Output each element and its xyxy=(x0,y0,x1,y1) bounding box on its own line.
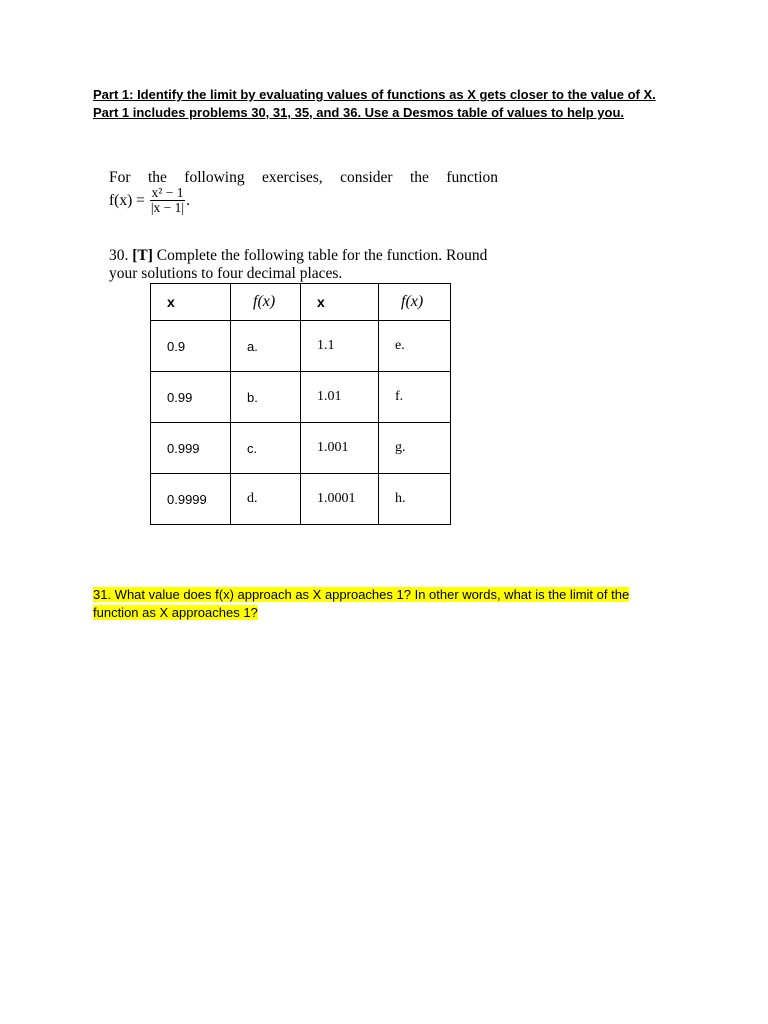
fx-blank: g. xyxy=(379,423,451,474)
fx-blank: b. xyxy=(231,372,301,423)
x-value: 0.999 xyxy=(151,423,231,474)
formula-denominator: |x − 1| xyxy=(150,200,185,215)
intro-word: function xyxy=(446,169,498,186)
header-fx: f(x) xyxy=(231,284,301,321)
x-value: 1.0001 xyxy=(301,474,379,525)
formula-numerator: x² − 1 xyxy=(151,185,184,200)
x-value: 1.001 xyxy=(301,423,379,474)
fx-blank: e. xyxy=(379,321,451,372)
problem-number: 30. xyxy=(109,247,129,264)
table-row xyxy=(151,423,451,474)
formula-lhs: f(x) = xyxy=(109,191,145,209)
part-heading: Part 1: Identify the limit by evaluating values of functions as X gets closer to the value of X. Part 1 includes problems 30, 31, 35, and 36. Use a Desmos table of values to help you. xyxy=(93,87,656,120)
table-header-row xyxy=(151,284,451,321)
x-value: 1.1 xyxy=(301,321,379,372)
header-x: x xyxy=(151,284,231,321)
fx-blank: f. xyxy=(379,372,451,423)
problem-tag: [T] xyxy=(132,247,153,264)
x-value: 0.9 xyxy=(151,321,231,372)
header-fx: f(x) xyxy=(379,284,451,321)
table-row xyxy=(151,372,451,423)
intro-word: For xyxy=(109,169,131,186)
fx-blank: d. xyxy=(231,474,301,525)
intro-word: the xyxy=(410,169,429,186)
x-value: 0.9999 xyxy=(151,474,231,525)
table-row xyxy=(151,474,451,525)
function-formula xyxy=(109,186,190,215)
intro-word: consider xyxy=(340,169,393,186)
intro-word: exercises, xyxy=(261,169,323,186)
question-31 xyxy=(93,586,673,622)
header-x: x xyxy=(301,284,379,321)
question-text: 31. What value does f(x) approach as X approaches 1? In other words, what is the limit of the function as X approaches 1? xyxy=(93,587,630,620)
formula-fraction xyxy=(149,186,186,215)
values-table xyxy=(150,283,451,525)
fx-blank: h. xyxy=(379,474,451,525)
x-value: 0.99 xyxy=(151,372,231,423)
problem-30 xyxy=(109,247,504,283)
x-value: 1.01 xyxy=(301,372,379,423)
formula-period: . xyxy=(186,191,191,209)
table-row xyxy=(151,321,451,372)
fx-blank: c. xyxy=(231,423,301,474)
intro-word: following xyxy=(184,169,245,186)
problem-text: Complete the following table for the function. Round your solutions to four decimal places. xyxy=(109,247,488,282)
fx-blank: a. xyxy=(231,321,301,372)
intro-word: the xyxy=(147,169,167,186)
